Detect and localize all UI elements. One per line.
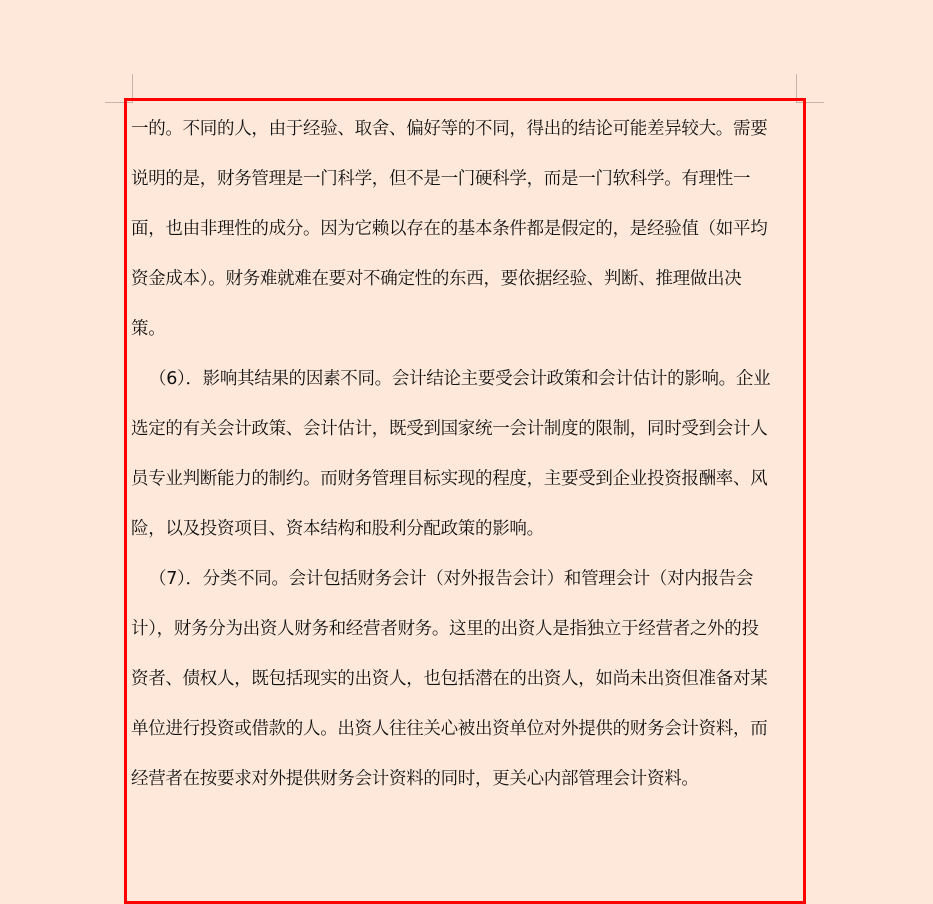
text-line: 资者、债权人，既包括现实的出资人，也包括潜在的出资人，如尚未出资但准备对某 bbox=[131, 669, 768, 689]
text-line: 选定的有关会计政策、会计估计，既受到国家统一会计制度的限制，同时受到会计人 bbox=[131, 419, 768, 439]
text-line: 员专业判断能力的制约。而财务管理目标实现的程度，主要受到企业投资报酬率、风 bbox=[131, 469, 768, 489]
text-line: 计），财务分为出资人财务和经营者财务。这里的出资人是指独立于经营者之外的投 bbox=[131, 619, 759, 639]
text-line: （7）．分类不同。会计包括财务会计（对外报告会计）和管理会计（对内报告会 bbox=[149, 569, 754, 589]
text-line: 经营者在按要求对外提供财务会计资料的同时，更关心内部管理会计资料。 bbox=[131, 769, 699, 789]
text-line: 险，以及投资项目、资本结构和股利分配政策的影响。 bbox=[131, 519, 544, 539]
text-line: 资金成本）。财务难就难在要对不确定性的东西，要依据经验、判断、推理做出决 bbox=[131, 269, 742, 289]
text-line: 说明的是，财务管理是一门科学，但不是一门硬科学，而是一门软科学。有理性一 bbox=[131, 169, 751, 189]
text-line: 策。 bbox=[131, 319, 166, 339]
text-line: 一的。不同的人，由于经验、取舍、偏好等的不同，得出的结论可能差异较大。需要 bbox=[131, 119, 768, 139]
paragraph-item-6 bbox=[131, 354, 787, 554]
paragraph-continuation bbox=[131, 104, 787, 354]
document-body[interactable] bbox=[131, 104, 787, 804]
text-line: 面，也由非理性的成分。因为它赖以存在的基本条件都是假定的，是经验值（如平均 bbox=[131, 219, 768, 239]
paragraph-item-7 bbox=[131, 554, 787, 804]
text-line: 单位进行投资或借款的人。出资人往往关心被出资单位对外提供的财务会计资料，而 bbox=[131, 719, 768, 739]
text-line: （6）．影响其结果的因素不同。会计结论主要受会计政策和会计估计的影响。企业 bbox=[149, 369, 771, 389]
